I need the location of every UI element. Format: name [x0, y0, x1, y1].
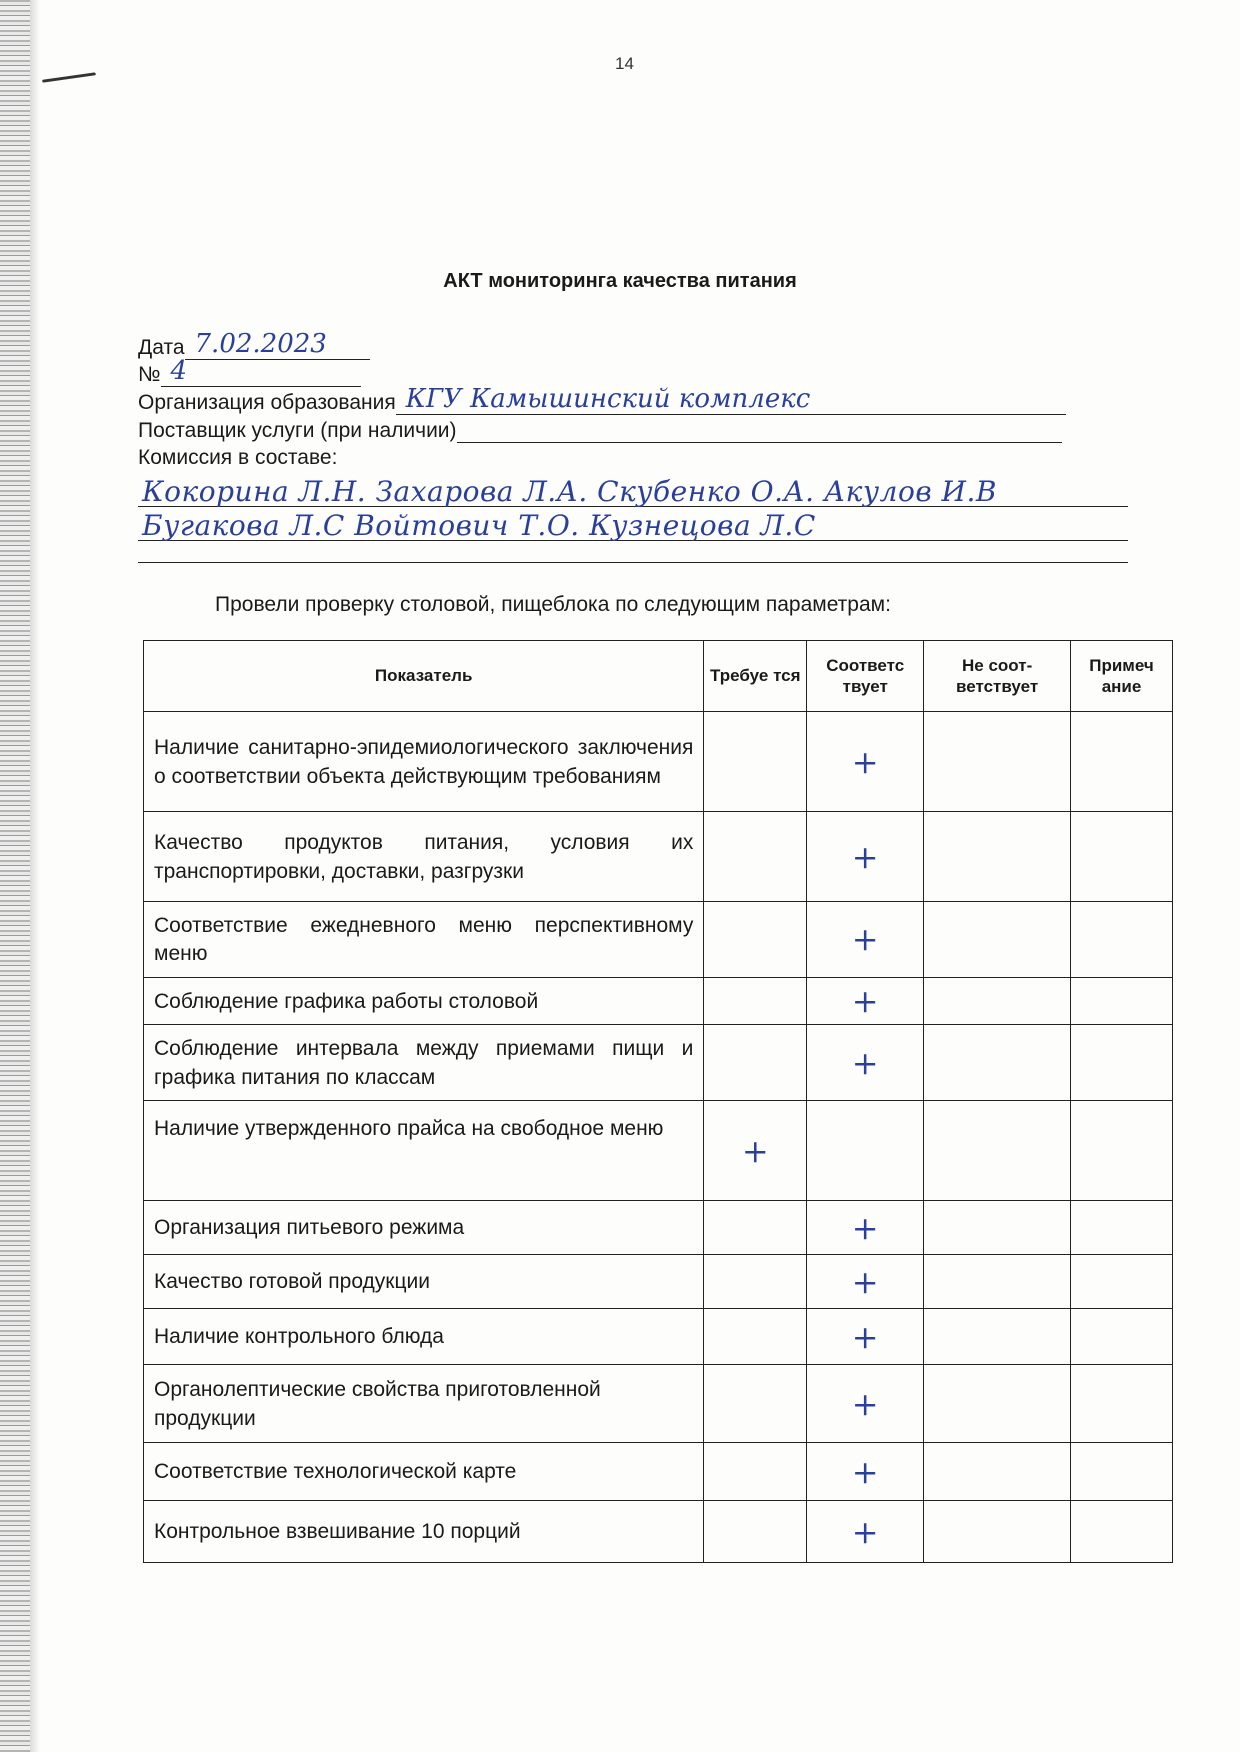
- scan-edge: [0, 0, 30, 1752]
- table-row: [144, 812, 1173, 902]
- number-value: 4: [170, 356, 188, 386]
- table-row: [144, 1201, 1173, 1255]
- table-row: [144, 1443, 1173, 1501]
- number-field: [138, 356, 361, 387]
- org-label: Организация образования: [138, 391, 396, 414]
- cell-conforms: +: [807, 1443, 924, 1501]
- row-label: Соответствие ежедневного меню перспективному меню: [144, 902, 704, 978]
- cell-required: [704, 712, 807, 812]
- cell-not-conforms: [924, 1443, 1071, 1501]
- cell-required: [704, 1255, 807, 1309]
- table-row: [144, 712, 1173, 812]
- cell-note: [1071, 1255, 1173, 1309]
- cell-note: [1071, 977, 1173, 1024]
- cell-required: [704, 1309, 807, 1365]
- table-row: [144, 1101, 1173, 1201]
- table-header-row: [144, 641, 1173, 712]
- cell-required: [704, 977, 807, 1024]
- cell-not-conforms: [924, 812, 1071, 902]
- header-indicator: Показатель: [144, 641, 704, 712]
- cell-required: +: [704, 1101, 807, 1201]
- cell-not-conforms: [924, 1365, 1071, 1443]
- supplier-field: [138, 416, 1062, 443]
- number-label: №: [138, 363, 161, 386]
- header-required: Требуе тся: [704, 641, 807, 712]
- header-conforms: Соответс твует: [807, 641, 924, 712]
- row-label: Контрольное взвешивание 10 порций: [144, 1501, 704, 1563]
- table-row: [144, 1365, 1173, 1443]
- cell-required: [704, 1025, 807, 1101]
- cell-not-conforms: [924, 712, 1071, 812]
- row-label: Наличие утвержденного прайса на свободное меню: [144, 1101, 704, 1201]
- header-note: Примеч ание: [1071, 641, 1173, 712]
- cell-required: [704, 902, 807, 978]
- header-not-conforms: Не соот-ветствует: [924, 641, 1071, 712]
- cell-not-conforms: [924, 1201, 1071, 1255]
- supplier-label: Поставщик услуги (при наличии): [138, 419, 457, 442]
- cell-conforms: +: [807, 712, 924, 812]
- org-value: КГУ Камышинский комплекс: [405, 384, 811, 414]
- cell-required: [704, 812, 807, 902]
- cell-conforms: +: [807, 1365, 924, 1443]
- date-label: Дата: [138, 336, 185, 359]
- cell-not-conforms: [924, 1101, 1071, 1201]
- commission-line-1: [138, 476, 1128, 507]
- table-row: [144, 1025, 1173, 1101]
- number-line: [161, 356, 361, 387]
- intro-text: Провели проверку столовой, пищеблока по следующим параметрам:: [215, 593, 891, 616]
- table-row: [144, 1255, 1173, 1309]
- row-label: Наличие контрольного блюда: [144, 1309, 704, 1365]
- cell-conforms: +: [807, 977, 924, 1024]
- org-line: [396, 384, 1066, 415]
- commission-label: Комиссия в составе:: [138, 446, 338, 469]
- row-label: Качество готовой продукции: [144, 1255, 704, 1309]
- row-label: Соблюдение графика работы столовой: [144, 977, 704, 1024]
- cell-required: [704, 1501, 807, 1563]
- cell-note: [1071, 1101, 1173, 1201]
- commission-line-3: [138, 532, 1128, 563]
- cell-note: [1071, 902, 1173, 978]
- supplier-line: [457, 416, 1062, 443]
- date-line: [185, 329, 370, 360]
- cell-note: [1071, 1025, 1173, 1101]
- cell-required: [704, 1443, 807, 1501]
- scan-edge-shadow: [30, 0, 40, 1752]
- table-row: [144, 902, 1173, 978]
- cell-note: [1071, 1501, 1173, 1563]
- cell-conforms: [807, 1101, 924, 1201]
- pen-mark: [42, 72, 96, 82]
- inspection-table: [143, 640, 1173, 1563]
- row-label: Наличие санитарно-эпидемиологического заключения о соответствии объекта действующим требованиям: [144, 712, 704, 812]
- cell-note: [1071, 712, 1173, 812]
- cell-note: [1071, 1443, 1173, 1501]
- date-value: 7.02.2023: [194, 329, 327, 359]
- table-row: [144, 1309, 1173, 1365]
- cell-conforms: +: [807, 902, 924, 978]
- cell-not-conforms: [924, 1025, 1071, 1101]
- cell-note: [1071, 1365, 1173, 1443]
- cell-note: [1071, 1201, 1173, 1255]
- row-label: Органолептические свойства приготовленной продукции: [144, 1365, 704, 1443]
- document-title: АКТ мониторинга качества питания: [443, 270, 797, 292]
- commission-names-1: Кокорина Л.Н. Захарова Л.А. Скубенко О.А. Акулов И.В: [142, 475, 997, 508]
- cell-conforms: +: [807, 1255, 924, 1309]
- row-label: Качество продуктов питания, условия их транспортировки, доставки, разгрузки: [144, 812, 704, 902]
- org-field: [138, 384, 1066, 415]
- commission-names-2: Бугакова Л.С Войтович Т.О. Кузнецова Л.С: [142, 509, 816, 542]
- row-label: Организация питьевого режима: [144, 1201, 704, 1255]
- cell-not-conforms: [924, 977, 1071, 1024]
- table-row: [144, 1501, 1173, 1563]
- cell-required: [704, 1365, 807, 1443]
- cell-note: [1071, 1309, 1173, 1365]
- cell-required: [704, 1201, 807, 1255]
- cell-conforms: +: [807, 812, 924, 902]
- cell-note: [1071, 812, 1173, 902]
- table-row: [144, 977, 1173, 1024]
- cell-conforms: +: [807, 1025, 924, 1101]
- cell-conforms: +: [807, 1501, 924, 1563]
- row-label: Соблюдение интервала между приемами пищи и графика питания по классам: [144, 1025, 704, 1101]
- cell-not-conforms: [924, 1309, 1071, 1365]
- cell-not-conforms: [924, 1501, 1071, 1563]
- row-label: Соответствие технологической карте: [144, 1443, 704, 1501]
- cell-not-conforms: [924, 1255, 1071, 1309]
- cell-conforms: +: [807, 1309, 924, 1365]
- commission-field: [138, 446, 337, 470]
- cell-conforms: +: [807, 1201, 924, 1255]
- cell-not-conforms: [924, 902, 1071, 978]
- page-number: 14: [615, 54, 634, 73]
